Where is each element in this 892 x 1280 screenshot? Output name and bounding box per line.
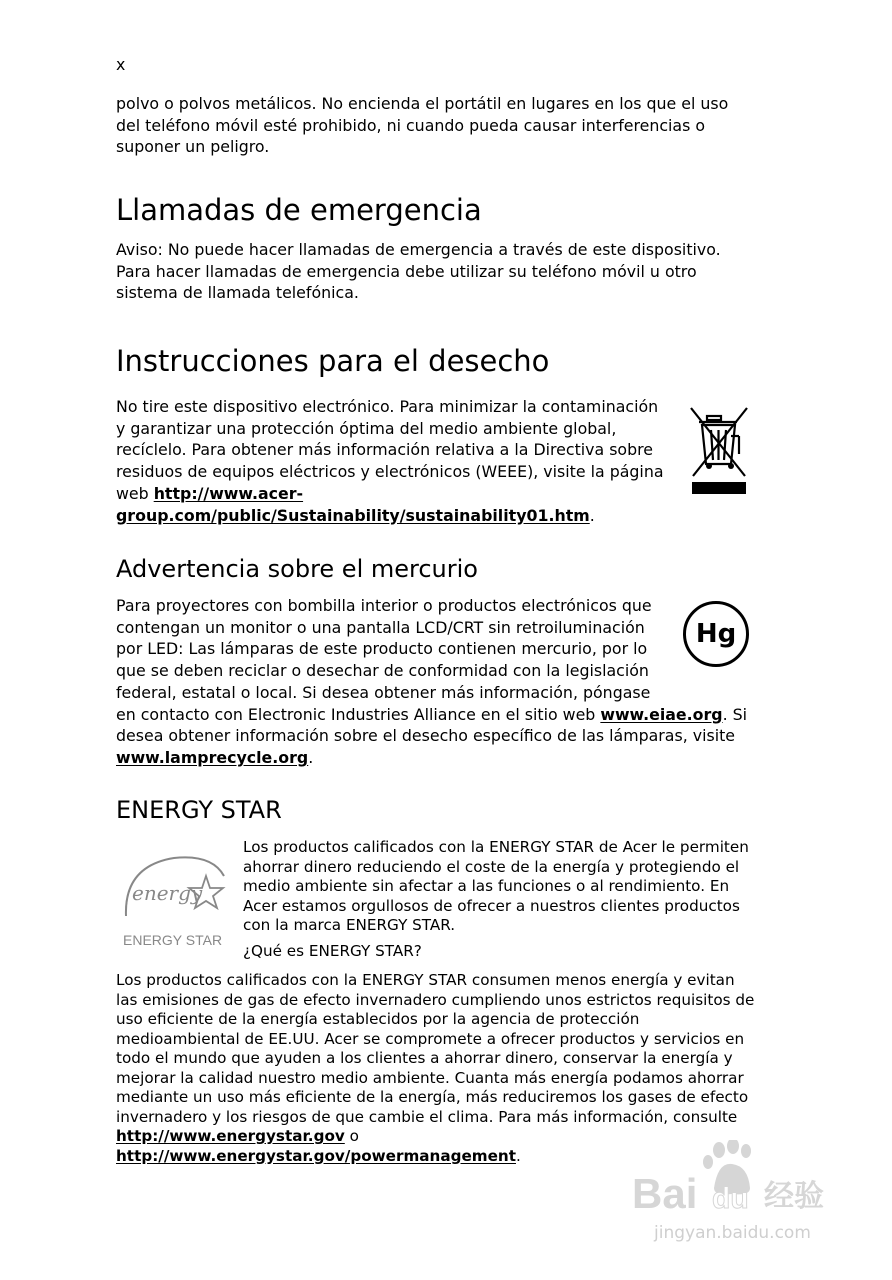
emergency-text: : No puede hacer llamadas de emergencia a través de este dispositivo. Para hacer llamadas de emergencia debe utilizar su teléfono móvil u otro sistema de llamada telefónica.: [116, 240, 721, 303]
disposal-text: No tire este dispositivo electrónico. Para minimizar la contaminación y garantizar una protección óptima del medio ambiente global, recíclelo. Para obtener más información relativa a la Directiva sobre residuos de equipos eléctricos y electrónicos (WEEE), visite la página web: [116, 397, 664, 503]
mercury-paragraph: [116, 595, 756, 769]
energy-body-paragraph: [116, 971, 756, 1166]
energy-star-arc-icon: [116, 846, 230, 930]
energy-star-logo-label: ENERGY STAR: [123, 932, 223, 948]
page-number: x: [116, 55, 126, 74]
mercury-text-2: . Si desea obtener información sobre el desecho específico de las lámparas, visite: [116, 704, 748, 746]
energy-body-text: Los productos calificados con la ENERGY STAR consumen menos energía y evitan las emisiones de gas de efecto invernadero cumpliendo unos estrictos requisitos de uso eficiente de la energía establecidos por la agencia de protección medioambiental de EE.UU. Acer se compromete a ofrecer productos y servicios en todo el mundo que ayuden a los clientes a ahorrar dinero, conservar la energía y mejorar la calidad nuestro medio ambiente. Cuanta más energía podamos ahorrar mediante un uso más eficiente de la energía, más reduciremos los gases de efecto invernadero y los riesgos de que cambie el clima. Para más información, consulte: [116, 971, 755, 1126]
mercury-heading: Advertencia sobre el mercurio: [116, 555, 478, 583]
energy-script-text: energy: [132, 881, 203, 905]
eiae-link[interactable]: www.eiae.org: [600, 704, 723, 724]
energy-star-logo: [116, 846, 230, 954]
baidu-watermark: [632, 1140, 844, 1244]
hg-symbol: Hg: [683, 601, 749, 667]
intro-paragraph: polvo o polvos metálicos. No encienda el portátil en lugares en los que el uso del teléfono móvil esté prohibido, ni cuando pueda causar interferencias o suponer un peligro.: [116, 94, 729, 157]
energystar-powermanagement-link[interactable]: http://www.energystar.gov/powermanagement: [116, 1146, 516, 1165]
energystar-link[interactable]: http://www.energystar.gov: [116, 1127, 345, 1145]
baidu-watermark-graphic: [632, 1140, 844, 1244]
disposal-end: .: [589, 505, 595, 525]
disposal-paragraph: [116, 396, 668, 526]
baidu-brand-right: du: [712, 1182, 749, 1215]
weee-bin-icon: [687, 404, 751, 496]
energy-intro-paragraph: Los productos calificados con la ENERGY STAR de Acer le permiten ahorrar dinero reduciendo el coste de la energía y protegiendo el medio ambiente sin afectar a las funciones o al rendimiento. En Acer estamos orgullosos de ofrecer a nuestros clientes productos con la marca ENERGY STAR.: [243, 838, 749, 934]
baidu-brand-left: Bai: [632, 1170, 698, 1217]
baidu-url: jingyan.baidu.com: [654, 1223, 811, 1243]
energy-star-heading: ENERGY STAR: [116, 796, 282, 824]
energy-question: ¿Qué es ENERGY STAR?: [243, 942, 422, 960]
emergency-label: Aviso: [116, 240, 158, 259]
energy-end: .: [515, 1146, 521, 1165]
baidu-brand-cn: 经验: [764, 1179, 824, 1214]
disposal-heading: Instrucciones para el desecho: [116, 344, 550, 378]
acer-sustainability-link[interactable]: http://www.acer-group.com/public/Sustainability/sustainability01.htm: [116, 483, 590, 525]
emergency-paragraph: [116, 239, 756, 304]
lamprecycle-link[interactable]: www.lamprecycle.org: [116, 747, 309, 767]
emergency-heading: Llamadas de emergencia: [116, 193, 482, 227]
mercury-icon-spacer: [660, 595, 756, 703]
mercury-text-1: Para proyectores con bombilla interior o productos electrónicos que contengan un monitor o una pantalla LCD/CRT sin retroiluminación por LED: Las lámparas de este producto contienen mercurio, por lo que se deben reciclar o desechar de conformidad con la legislación federal, estatal o local. Si desea obtener más información, póngase en contacto con Electronic Industries Alliance en el sitio web: [116, 596, 652, 724]
energy-mid-text: o: [344, 1127, 359, 1145]
mercury-end: .: [308, 747, 314, 767]
